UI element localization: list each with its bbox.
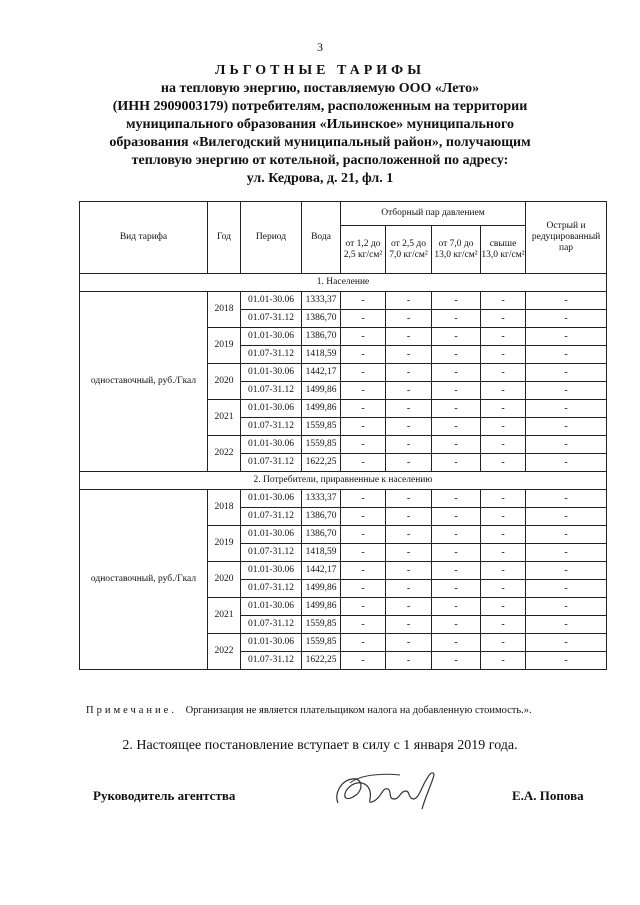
period-cell: 01.07-31.12 <box>241 418 302 436</box>
year-cell: 2021 <box>208 400 241 436</box>
water-cell: 1499,86 <box>302 580 341 598</box>
section-header-row <box>80 274 607 292</box>
empty-value-cell: - <box>432 346 481 364</box>
year-cell: 2020 <box>208 562 241 598</box>
empty-value-cell: - <box>481 526 526 544</box>
header-pressure-2: от 2,5 до 7,0 кг/см² <box>386 226 432 274</box>
title-line-7: ул. Кедрова, д. 21, фл. 1 <box>246 171 394 186</box>
empty-value-cell: - <box>432 508 481 526</box>
empty-value-cell: - <box>386 544 432 562</box>
header-pressure-4: свыше 13,0 кг/см² <box>481 226 526 274</box>
tariff-type-cell: одноставочный, руб./Гкал <box>80 292 208 472</box>
empty-value-cell: - <box>432 328 481 346</box>
header-tariff-type: Вид тарифа <box>80 202 208 274</box>
header-year: Год <box>208 202 241 274</box>
water-cell: 1622,25 <box>302 454 341 472</box>
empty-value-cell: - <box>481 346 526 364</box>
empty-value-cell: - <box>526 598 607 616</box>
empty-value-cell: - <box>526 364 607 382</box>
period-cell: 01.07-31.12 <box>241 454 302 472</box>
decree-text: 2. Настоящее постановление вступает в силу с 1 января 2019 года. <box>122 738 518 753</box>
empty-value-cell: - <box>386 580 432 598</box>
year-cell: 2021 <box>208 598 241 634</box>
empty-value-cell: - <box>526 526 607 544</box>
water-cell: 1559,85 <box>302 634 341 652</box>
tariff-table <box>79 201 607 670</box>
empty-value-cell: - <box>432 292 481 310</box>
period-cell: 01.07-31.12 <box>241 652 302 670</box>
empty-value-cell: - <box>481 328 526 346</box>
empty-value-cell: - <box>526 634 607 652</box>
empty-value-cell: - <box>526 508 607 526</box>
empty-value-cell: - <box>432 400 481 418</box>
period-cell: 01.01-30.06 <box>241 436 302 454</box>
year-cell: 2019 <box>208 328 241 364</box>
empty-value-cell: - <box>432 490 481 508</box>
header-steam-group: Отборный пар давлением <box>341 202 526 226</box>
empty-value-cell: - <box>481 400 526 418</box>
empty-value-cell: - <box>526 616 607 634</box>
title-heading: ЛЬГОТНЫЕ ТАРИФЫ <box>215 63 425 78</box>
title-line-4: муниципального образования «Ильинское» муниципального <box>126 117 514 132</box>
period-cell: 01.01-30.06 <box>241 292 302 310</box>
empty-value-cell: - <box>341 580 386 598</box>
empty-value-cell: - <box>526 346 607 364</box>
empty-value-cell: - <box>481 454 526 472</box>
empty-value-cell: - <box>341 652 386 670</box>
empty-value-cell: - <box>481 634 526 652</box>
empty-value-cell: - <box>341 400 386 418</box>
empty-value-cell: - <box>526 490 607 508</box>
period-cell: 01.01-30.06 <box>241 634 302 652</box>
empty-value-cell: - <box>341 562 386 580</box>
section-title: 2. Потребители, приравненные к населению <box>80 472 607 490</box>
header-water: Вода <box>302 202 341 274</box>
empty-value-cell: - <box>341 598 386 616</box>
water-cell: 1333,37 <box>302 292 341 310</box>
empty-value-cell: - <box>526 292 607 310</box>
empty-value-cell: - <box>481 580 526 598</box>
period-cell: 01.07-31.12 <box>241 580 302 598</box>
water-cell: 1418,59 <box>302 544 341 562</box>
period-cell: 01.01-30.06 <box>241 526 302 544</box>
empty-value-cell: - <box>341 364 386 382</box>
empty-value-cell: - <box>432 364 481 382</box>
empty-value-cell: - <box>341 616 386 634</box>
empty-value-cell: - <box>341 382 386 400</box>
period-cell: 01.01-30.06 <box>241 598 302 616</box>
empty-value-cell: - <box>481 292 526 310</box>
empty-value-cell: - <box>526 580 607 598</box>
period-cell: 01.07-31.12 <box>241 508 302 526</box>
period-cell: 01.07-31.12 <box>241 346 302 364</box>
empty-value-cell: - <box>432 634 481 652</box>
empty-value-cell: - <box>386 328 432 346</box>
period-cell: 01.01-30.06 <box>241 562 302 580</box>
empty-value-cell: - <box>432 310 481 328</box>
empty-value-cell: - <box>432 418 481 436</box>
empty-value-cell: - <box>432 382 481 400</box>
year-cell: 2019 <box>208 526 241 562</box>
period-cell: 01.01-30.06 <box>241 400 302 418</box>
empty-value-cell: - <box>341 328 386 346</box>
period-cell: 01.01-30.06 <box>241 328 302 346</box>
empty-value-cell: - <box>341 634 386 652</box>
signatory-name: Е.А. Попова <box>512 788 584 803</box>
section-header-row <box>80 472 607 490</box>
empty-value-cell: - <box>481 562 526 580</box>
empty-value-cell: - <box>481 436 526 454</box>
empty-value-cell: - <box>432 598 481 616</box>
title-line-5: образования «Вилегодский муниципальный район», получающим <box>109 135 531 150</box>
empty-value-cell: - <box>481 598 526 616</box>
empty-value-cell: - <box>481 490 526 508</box>
period-cell: 01.01-30.06 <box>241 490 302 508</box>
note-label: Примечание. <box>86 705 177 716</box>
water-cell: 1622,25 <box>302 652 341 670</box>
empty-value-cell: - <box>526 418 607 436</box>
empty-value-cell: - <box>341 346 386 364</box>
empty-value-cell: - <box>341 454 386 472</box>
water-cell: 1559,85 <box>302 616 341 634</box>
note <box>86 705 532 716</box>
water-cell: 1559,85 <box>302 418 341 436</box>
empty-value-cell: - <box>341 526 386 544</box>
year-cell: 2018 <box>208 292 241 328</box>
handwritten-signature <box>330 765 450 815</box>
empty-value-cell: - <box>481 652 526 670</box>
header-sharp-steam: Острый и редуцированный пар <box>526 202 607 274</box>
empty-value-cell: - <box>386 310 432 328</box>
empty-value-cell: - <box>526 454 607 472</box>
water-cell: 1499,86 <box>302 400 341 418</box>
empty-value-cell: - <box>526 562 607 580</box>
empty-value-cell: - <box>386 418 432 436</box>
empty-value-cell: - <box>341 490 386 508</box>
empty-value-cell: - <box>386 526 432 544</box>
year-cell: 2020 <box>208 364 241 400</box>
empty-value-cell: - <box>386 562 432 580</box>
title-line-3: (ИНН 2909003179) потребителям, расположенным на территории <box>112 99 528 114</box>
empty-value-cell: - <box>526 400 607 418</box>
year-cell: 2022 <box>208 634 241 670</box>
empty-value-cell: - <box>341 292 386 310</box>
empty-value-cell: - <box>341 436 386 454</box>
period-cell: 01.07-31.12 <box>241 616 302 634</box>
tariff-type-cell: одноставочный, руб./Гкал <box>80 490 208 670</box>
title-line-6: тепловую энергию от котельной, расположенной по адресу: <box>131 153 509 168</box>
empty-value-cell: - <box>341 544 386 562</box>
header-pressure-3: от 7,0 до 13,0 кг/см² <box>432 226 481 274</box>
period-cell: 01.07-31.12 <box>241 310 302 328</box>
water-cell: 1386,70 <box>302 508 341 526</box>
empty-value-cell: - <box>432 580 481 598</box>
water-cell: 1442,17 <box>302 562 341 580</box>
empty-value-cell: - <box>386 364 432 382</box>
empty-value-cell: - <box>526 328 607 346</box>
water-cell: 1499,86 <box>302 598 341 616</box>
empty-value-cell: - <box>481 544 526 562</box>
empty-value-cell: - <box>341 418 386 436</box>
year-cell: 2022 <box>208 436 241 472</box>
empty-value-cell: - <box>432 454 481 472</box>
empty-value-cell: - <box>432 544 481 562</box>
period-cell: 01.07-31.12 <box>241 544 302 562</box>
empty-value-cell: - <box>526 382 607 400</box>
water-cell: 1386,70 <box>302 310 341 328</box>
empty-value-cell: - <box>386 382 432 400</box>
empty-value-cell: - <box>386 508 432 526</box>
empty-value-cell: - <box>481 508 526 526</box>
empty-value-cell: - <box>386 346 432 364</box>
empty-value-cell: - <box>386 436 432 454</box>
title-line-2: на тепловую энергию, поставляемую ООО «Лето» <box>160 81 480 96</box>
empty-value-cell: - <box>386 634 432 652</box>
empty-value-cell: - <box>386 400 432 418</box>
note-text: Организация не является плательщиком налога на добавленную стоимость.». <box>185 705 532 716</box>
empty-value-cell: - <box>432 436 481 454</box>
period-cell: 01.01-30.06 <box>241 364 302 382</box>
empty-value-cell: - <box>386 292 432 310</box>
water-cell: 1499,86 <box>302 382 341 400</box>
water-cell: 1333,37 <box>302 490 341 508</box>
empty-value-cell: - <box>481 616 526 634</box>
period-cell: 01.07-31.12 <box>241 382 302 400</box>
empty-value-cell: - <box>481 364 526 382</box>
empty-value-cell: - <box>526 652 607 670</box>
water-cell: 1442,17 <box>302 364 341 382</box>
empty-value-cell: - <box>386 490 432 508</box>
empty-value-cell: - <box>341 508 386 526</box>
water-cell: 1386,70 <box>302 526 341 544</box>
empty-value-cell: - <box>526 436 607 454</box>
year-cell: 2018 <box>208 490 241 526</box>
empty-value-cell: - <box>386 598 432 616</box>
table-row <box>80 292 607 310</box>
empty-value-cell: - <box>432 526 481 544</box>
empty-value-cell: - <box>341 310 386 328</box>
water-cell: 1418,59 <box>302 346 341 364</box>
table-row <box>80 490 607 508</box>
empty-value-cell: - <box>481 310 526 328</box>
empty-value-cell: - <box>386 616 432 634</box>
section-title: 1. Население <box>80 274 607 292</box>
header-period: Период <box>241 202 302 274</box>
document-title <box>60 62 580 188</box>
empty-value-cell: - <box>386 652 432 670</box>
empty-value-cell: - <box>432 562 481 580</box>
empty-value-cell: - <box>526 544 607 562</box>
empty-value-cell: - <box>526 310 607 328</box>
header-pressure-1: от 1,2 до 2,5 кг/см² <box>341 226 386 274</box>
empty-value-cell: - <box>432 652 481 670</box>
water-cell: 1559,85 <box>302 436 341 454</box>
table-body <box>80 274 607 670</box>
water-cell: 1386,70 <box>302 328 341 346</box>
empty-value-cell: - <box>432 616 481 634</box>
signatory-role: Руководитель агентства <box>93 788 236 803</box>
empty-value-cell: - <box>481 418 526 436</box>
page-number: 3 <box>317 40 323 54</box>
empty-value-cell: - <box>481 382 526 400</box>
empty-value-cell: - <box>386 454 432 472</box>
